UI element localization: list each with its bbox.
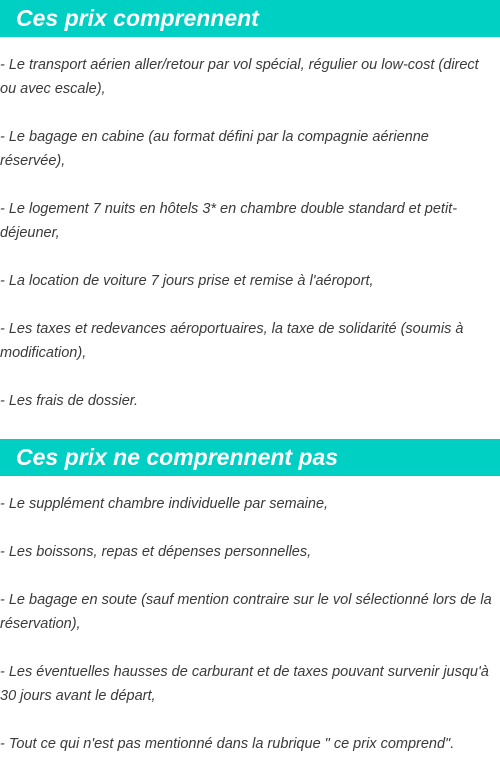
excluded-item-drinks-meals: - Les boissons, repas et dépenses personnelles,: [0, 544, 312, 560]
excluded-item-not-mentioned: - Tout ce qui n'est pas mentionné dans la rubrique " ce prix comprend".: [0, 736, 455, 752]
excluded-item-single-room: - Le supplément chambre individuelle par semaine,: [0, 496, 329, 512]
included-item-lodging: - Le logement 7 nuits en hôtels 3* en chambre double standard et petit-déjeuner,: [0, 201, 458, 241]
included-item-booking-fees: - Les frais de dossier.: [0, 393, 139, 409]
included-item-taxes: - Les taxes et redevances aéroportuaires, la taxe de solidarité (soumis à modification),: [0, 321, 464, 361]
excluded-list: [0, 492, 500, 756]
included-item-transport: - Le transport aérien aller/retour par vol spécial, régulier ou low-cost (direct ou avec escale),: [0, 57, 479, 97]
included-list: [0, 53, 500, 413]
included-section-title: Ces prix comprennent: [0, 0, 500, 37]
excluded-item-fuel-increase: - Les éventuelles hausses de carburant et de taxes pouvant survenir jusqu'à 30 jours avant le départ,: [0, 664, 489, 704]
excluded-item-hold-baggage: - Le bagage en soute (sauf mention contraire sur le vol sélectionné lors de la réservation),: [0, 592, 492, 632]
included-item-car-rental: - La location de voiture 7 jours prise et remise à l'aéroport,: [0, 273, 374, 289]
included-item-cabin-baggage: - Le bagage en cabine (au format défini par la compagnie aérienne réservée),: [0, 129, 429, 169]
excluded-section-title: Ces prix ne comprennent pas: [0, 439, 500, 476]
